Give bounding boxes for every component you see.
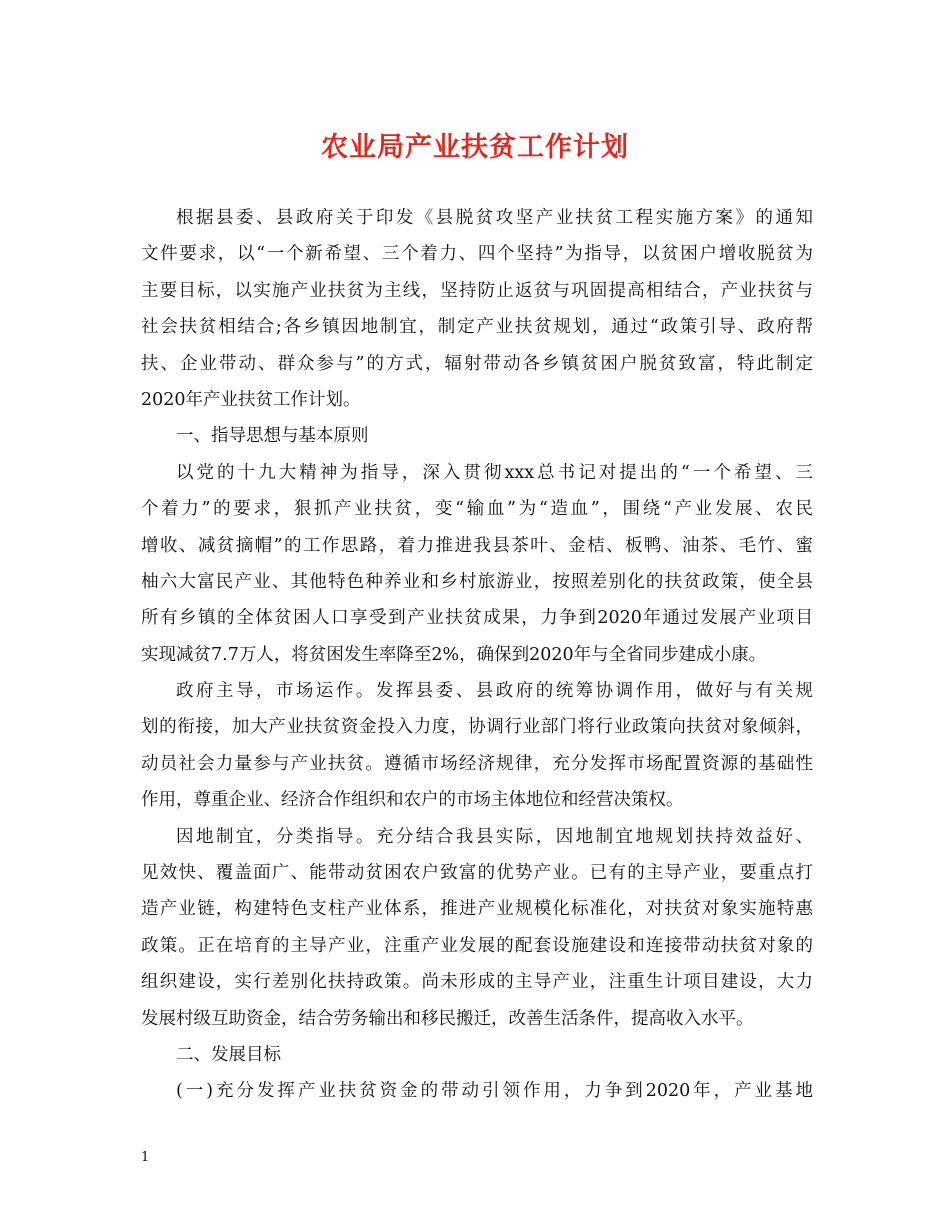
text-line: 文件要求，以“一个新希望、三个着力、四个坚持”为指导，以贫困户增收脱贫为	[141, 244, 813, 265]
text-line: 见效快、覆盖面广、能带动贫困农户致富的优势产业。已有的主导产业，要重点打	[141, 863, 813, 884]
text-line: 作用，尊重企业、经济合作组织和农户的市场主体地位和经营决策权。	[141, 790, 684, 811]
document-title: 农业局产业扶贫工作计划	[321, 132, 629, 163]
text-line: 二、发展目标	[176, 1044, 281, 1065]
text-line: 扶、企业带动、群众参与”的方式，辐射带动各乡镇贫困户脱贫致富，特此制定	[141, 353, 813, 374]
text-line: 动员社会力量参与产业扶贫。遵循市场经济规律，充分发挥市场配置资源的基础性	[141, 753, 813, 774]
text-line: 因地制宜，分类指导。充分结合我县实际，因地制宜地规划扶持效益好、	[176, 826, 813, 847]
page-number: 1	[141, 1150, 150, 1165]
text-line: 个着力”的要求，狠抓产业扶贫，变“输血”为“造血”，围绕“产业发展、农民	[141, 499, 813, 520]
text-line: (一)充分发挥产业扶贫资金的带动引领作用，力争到2020年，产业基地	[176, 1081, 813, 1102]
text-line: 以党的十九大精神为指导，深入贯彻xxx总书记对提出的“一个希望、三	[176, 462, 813, 483]
text-line: 划的衔接，加大产业扶贫资金投入力度，协调行业部门将行业政策向扶贫对象倾斜，	[141, 717, 813, 738]
text-line: 根据县委、县政府关于印发《县脱贫攻坚产业扶贫工程实施方案》的通知	[176, 208, 813, 228]
text-line: 2020年产业扶贫工作计划。	[141, 389, 361, 410]
text-line: 增收、减贫摘帽”的工作思路，着力推进我县茶叶、金桔、板鸭、油茶、毛竹、蜜	[141, 535, 813, 556]
text-line: 政府主导，市场运作。发挥县委、县政府的统筹协调作用，做好与有关规	[176, 681, 813, 702]
text-line: 所有乡镇的全体贫困人口享受到产业扶贫成果，力争到2020年通过发展产业项目	[141, 608, 813, 629]
text-line: 造产业链，构建特色支柱产业体系，推进产业规模化标准化，对扶贫对象实施特惠	[141, 899, 813, 920]
text-line: 发展村级互助资金，结合劳务输出和移民搬迁，改善生活条件，提高收入水平。	[141, 1008, 754, 1029]
text-line: 一、指导思想与基本原则	[176, 426, 369, 447]
text-line: 社会扶贫相结合;各乡镇因地制宜，制定产业扶贫规划，通过“政策引导、政府帮	[141, 317, 813, 338]
text-line: 组织建设，实行差别化扶持政策。尚未形成的主导产业，注重生计项目建设，大力	[141, 972, 813, 993]
text-line: 实现减贫7.7万人，将贫困发生率降至2%，确保到2020年与全省同步建成小康。	[141, 644, 767, 665]
text-line: 柚六大富民产业、其他特色种养业和乡村旅游业，按照差别化的扶贫政策，使全县	[141, 571, 813, 592]
text-line: 政策。正在培育的主导产业，注重产业发展的配套设施建设和连接带动扶贫对象的	[141, 935, 813, 956]
text-line: 主要目标，以实施产业扶贫为主线，坚持防止返贫与巩固提高相结合，产业扶贫与	[141, 280, 813, 301]
document-body	[141, 200, 813, 1110]
